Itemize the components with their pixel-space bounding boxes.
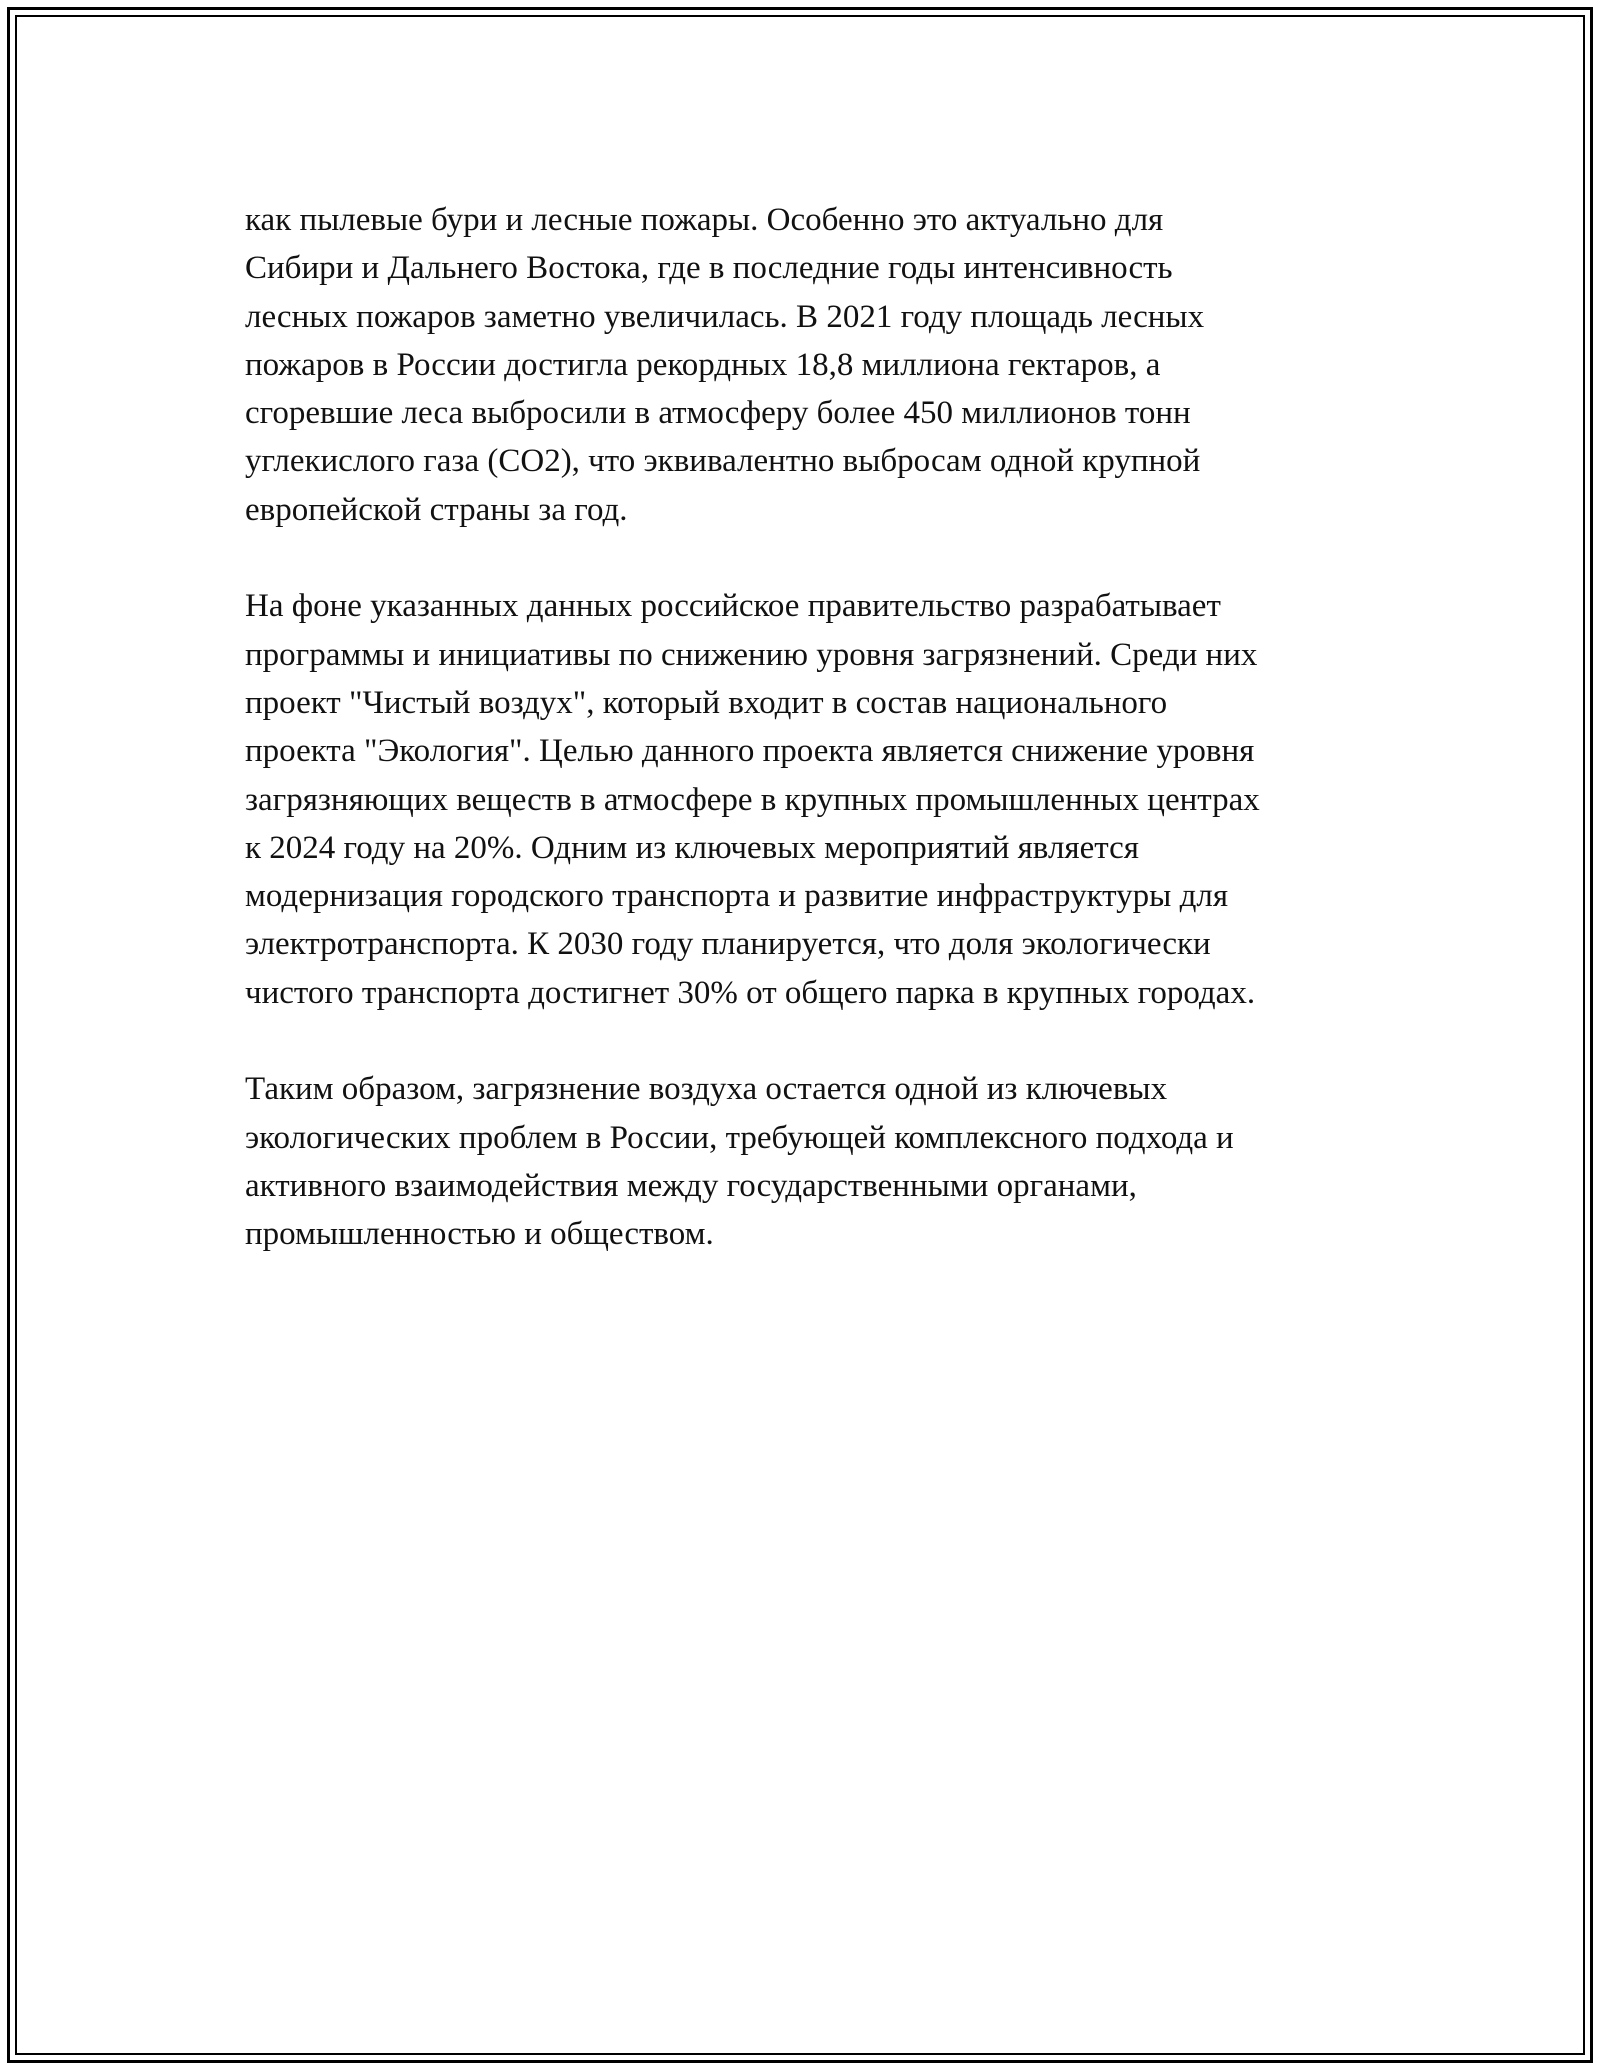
text-line: промышленностью и обществом.: [245, 1216, 714, 1253]
text-line: углекислого газа (CO2), что эквивалентно выбросам одной крупной: [245, 443, 1201, 480]
text-line: загрязняющих веществ в атмосфере в крупных промышленных центрах: [245, 781, 1260, 818]
text-line: как пылевые бури и лесные пожары. Особенно это актуально для: [245, 202, 1164, 238]
paragraph-2: [245, 582, 1405, 1017]
text-line: проекта "Экология". Целью данного проекта является снижение уровня: [245, 733, 1255, 770]
text-line: На фоне указанных данных российское правительство разрабатывает: [245, 588, 1221, 625]
text-line: к 2024 году на 20%. Одним из ключевых мероприятий является: [245, 829, 1139, 866]
text-line: модернизация городского транспорта и развитие инфраструктуры для: [245, 878, 1229, 915]
text-line: Сибири и Дальнего Востока, где в последние годы интенсивность: [245, 250, 1173, 287]
text-line: проект "Чистый воздух", который входит в состав национального: [245, 684, 1168, 721]
text-line: лесных пожаров заметно увеличилась. В 2021 году площадь лесных: [245, 298, 1205, 335]
text-line: пожаров в России достигла рекордных 18,8 миллиона гектаров, а: [245, 346, 1161, 383]
text-line: активного взаимодействия между государственными органами,: [245, 1167, 1137, 1204]
text-line: чистого транспорта достигнет 30% от общего парка в крупных городах.: [245, 974, 1256, 1011]
text-line: программы и инициативы по снижению уровня загрязнений. Среди них: [245, 636, 1258, 673]
text-line: экологических проблем в России, требующей комплексного подхода и: [245, 1119, 1234, 1156]
paragraph-3: [245, 1065, 1405, 1258]
text-line: европейской страны за год.: [245, 491, 628, 528]
text-line: электротранспорта. К 2030 году планируется, что доля экологически: [245, 926, 1211, 963]
text-line: Таким образом, загрязнение воздуха остается одной из ключевых: [245, 1071, 1168, 1108]
document-body: [245, 196, 1405, 1307]
page-border: [7, 7, 1593, 2063]
paragraph-1: [245, 196, 1405, 534]
text-line: сгоревшие леса выбросили в атмосферу более 450 миллионов тонн: [245, 395, 1191, 432]
